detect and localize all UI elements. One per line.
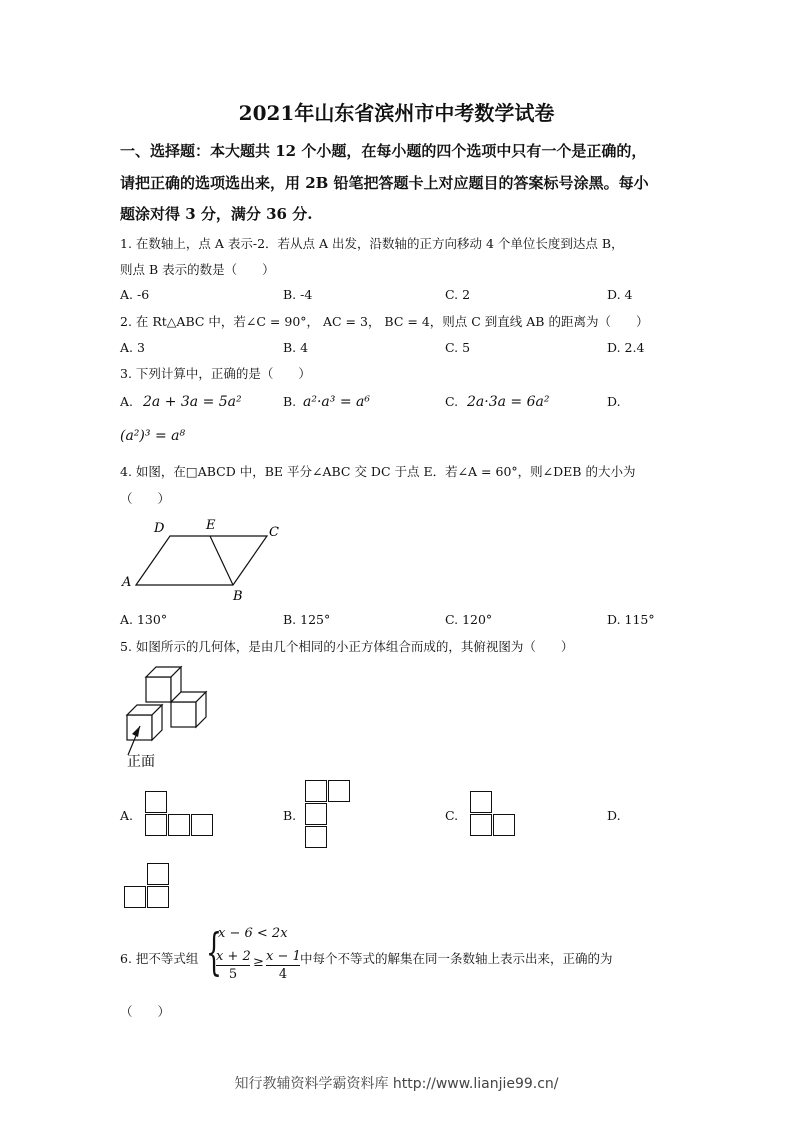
label-b: B	[233, 589, 243, 604]
cube-solid-figure	[118, 663, 228, 773]
q4-option-b: B. 125°	[283, 612, 331, 627]
q6-fraction-2-denominator: 4	[278, 967, 288, 982]
q4-option-d: D. 115°	[607, 612, 655, 627]
q3-expression-a: 2a + 3a = 5a²	[143, 394, 242, 410]
section-instructions-line-3: 题涂对得 3 分，满分 36 分.	[120, 205, 313, 223]
q5-label-c: C.	[445, 808, 459, 823]
footer-source: 知行教辅资料学霸资料库 http://www.lianjie99.cn/	[234, 1076, 559, 1092]
q1-text-line-1: 1. 在数轴上，点 A 表示-2．若从点 A 出发，沿数轴的正方向移动 4 个单位长度到达点 B，	[120, 236, 624, 251]
q4-text-line-1: 4. 如图，在□ABCD 中，BE 平分∠ABC 交 DC 于点 E．若∠A = 60°，则∠DEB 的大小为	[120, 464, 636, 479]
label-a: A	[122, 575, 132, 590]
q6-inequality-1: x − 6 < 2x	[218, 926, 288, 941]
q2-option-b: B. 4	[283, 340, 309, 355]
q4-text-line-2: （ ）	[120, 491, 171, 506]
page-title: 2021年山东省滨州市中考数学试卷	[238, 101, 555, 125]
q2-option-d: D. 2.4	[607, 340, 645, 355]
parallelogram-figure	[118, 515, 293, 605]
q6-answer-blank: （ ）	[120, 1004, 171, 1019]
q3-expression-b: a²·a³ = a⁶	[303, 394, 370, 410]
q5-label-b: B.	[283, 808, 297, 823]
front-label: 正面	[127, 754, 155, 770]
q1-option-b: B. -4	[283, 287, 313, 302]
q6-brace: {	[206, 923, 222, 981]
q6-suffix: 中每个不等式的解集在同一条数轴上表示出来，正确的为	[300, 951, 613, 966]
q5-text: 5. 如图所示的几何体，是由几个相同的小正方体组合而成的，其俯视图为（ ）	[120, 639, 574, 654]
section-instructions-line-2: 请把正确的选项选出来，用 2B 铅笔把答题卡上对应题目的答案标号涂黑。每小	[120, 174, 649, 192]
q3-label-a: A.	[120, 394, 134, 409]
q1-option-d: D. 4	[607, 287, 633, 302]
q6-fraction-2-numerator: x − 1	[266, 949, 301, 964]
q3-expression-c: 2a·3a = 6a²	[467, 394, 550, 410]
q3-expression-d: (a²)³ = a⁸	[120, 428, 186, 444]
q4-option-c: C. 120°	[445, 612, 493, 627]
q5-option-a-figure	[145, 791, 215, 837]
q3-label-b: B.	[283, 394, 297, 409]
label-e: E	[206, 518, 216, 533]
q2-option-a: A. 3	[120, 340, 145, 355]
q6-fraction-1-denominator: 5	[228, 967, 238, 982]
q3-label-d: D.	[607, 394, 621, 409]
q1-option-c: C. 2	[445, 287, 471, 302]
q5-label-a: A.	[120, 808, 134, 823]
q5-option-b-figure	[305, 780, 353, 850]
q6-prefix: 6. 把不等式组	[120, 951, 199, 966]
q3-text: 3. 下列计算中，正确的是（ ）	[120, 366, 311, 381]
q6-fraction-1	[216, 948, 250, 984]
q6-ge-sign: ≥	[253, 955, 264, 970]
q6-fraction-1-numerator: x + 2	[216, 949, 251, 964]
q5-option-c-figure	[470, 791, 518, 837]
q1-option-a: A. -6	[120, 287, 150, 302]
section-instructions-line-1: 一、选择题：本大题共 12 个小题，在每小题的四个选项中只有一个是正确的，	[120, 142, 647, 160]
parallelogram-abcd	[136, 536, 267, 585]
q2-option-c: C. 5	[445, 340, 471, 355]
label-d: D	[154, 521, 165, 536]
q3-label-c: C.	[445, 394, 459, 409]
q2-text: 2. 在 Rt△ABC 中，若∠C = 90°， AC = 3， BC = 4，则点 C 到直线 AB 的距离为（ ）	[120, 314, 649, 329]
q5-option-d-figure	[124, 863, 172, 909]
q5-label-d: D.	[607, 808, 621, 823]
q6-fraction-2	[266, 948, 300, 984]
label-c: C	[269, 525, 279, 540]
segment-be	[210, 536, 233, 585]
q1-text-line-2: 则点 B 表示的数是（ ）	[120, 262, 275, 277]
q4-option-a: A. 130°	[120, 612, 168, 627]
